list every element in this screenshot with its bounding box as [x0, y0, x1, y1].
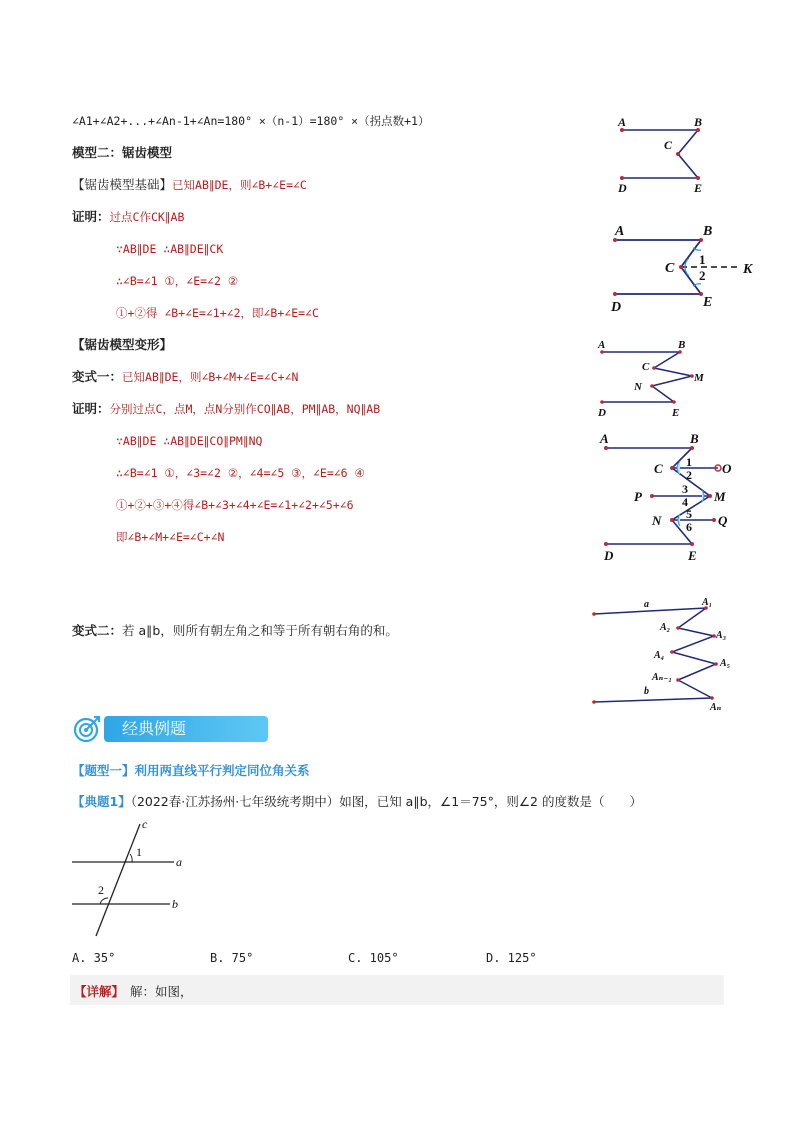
label-o: O — [722, 461, 732, 476]
solution-tag: 【详解】 — [74, 984, 125, 999]
v1-proof-line-2: ∵AB∥DE ∴AB∥DE∥CO∥PM∥NQ — [116, 434, 263, 448]
option-a[interactable]: A. 35° — [72, 951, 116, 965]
proof-line-3: ∴∠B=∠1 ①，∠E=∠2 ② — [116, 274, 239, 288]
solution-box — [70, 975, 724, 1005]
label-a: A — [618, 115, 627, 129]
basic-line — [72, 177, 307, 193]
angle-6: 6 — [686, 520, 692, 534]
label-d: D — [604, 548, 614, 563]
v1-label: 变式一： — [72, 369, 123, 384]
point-c — [676, 152, 680, 156]
point-a — [604, 446, 608, 450]
point-b-start — [592, 700, 596, 704]
label-e: E — [703, 295, 713, 310]
v1-proof-line-5: 即∠B+∠M+∠E=∠C+∠N — [116, 530, 225, 544]
label-e: E — [694, 181, 703, 195]
point-a-start — [592, 612, 596, 616]
label-a2: A₂ — [660, 622, 671, 633]
v2-line — [72, 623, 398, 639]
option-b[interactable]: B. 75° — [210, 951, 254, 965]
label-b: B — [690, 431, 699, 446]
angle-1: 1 — [686, 455, 692, 469]
figure-variant-one — [594, 334, 724, 424]
question-tag: 【典题1】 — [72, 794, 131, 809]
label-a: a — [176, 855, 182, 869]
figure-transversal — [70, 818, 200, 946]
point-a2 — [676, 626, 680, 630]
v2-text: 若 a∥b，则所有朝左角之和等于所有朝右角的和。 — [122, 623, 398, 638]
v2-label: 变式二： — [72, 623, 123, 638]
label-d: D — [598, 407, 606, 419]
angle-1: 1 — [699, 252, 706, 267]
label-d: D — [611, 300, 622, 315]
zigzag — [678, 130, 698, 178]
model2-title: 模型二：锯齿模型 — [72, 145, 173, 160]
point-c — [670, 466, 674, 470]
formula-line — [72, 113, 429, 129]
label-a: a — [644, 599, 649, 610]
point-an — [710, 696, 714, 700]
label-p: P — [634, 489, 642, 504]
line-a — [594, 608, 706, 614]
label-b: b — [644, 686, 649, 697]
point-a5 — [714, 662, 718, 666]
label-m: M — [694, 372, 704, 384]
point-d — [620, 176, 624, 180]
label-q: Q — [718, 513, 728, 528]
basic-text: 已知AB∥DE，则∠B+∠E=∠C — [172, 178, 307, 192]
label-c: C — [654, 461, 663, 476]
label-e: E — [688, 548, 697, 563]
point-n — [650, 384, 654, 388]
proof-label: 证明： — [72, 209, 110, 224]
point-a4 — [670, 650, 674, 654]
point-b — [690, 446, 694, 450]
figure-basic-sawtooth — [610, 112, 720, 197]
proof-text-1: 过点C作CK∥AB — [109, 210, 185, 224]
label-m: M — [714, 489, 726, 504]
label-b: B — [703, 224, 713, 239]
point-e — [696, 176, 700, 180]
proof-line-2: ∵AB∥DE ∴AB∥DE∥CK — [116, 242, 224, 256]
point-n — [670, 518, 674, 522]
point-d — [613, 292, 617, 296]
v1-text: 已知AB∥DE，则∠B+∠M+∠E=∠C+∠N — [122, 370, 299, 384]
label-a5: A₅ — [720, 658, 731, 669]
label-n: N — [652, 513, 662, 528]
v1-proof-line-1 — [72, 401, 380, 417]
label-a: A — [600, 431, 609, 446]
label-a: A — [598, 339, 606, 351]
label-c: C — [642, 361, 650, 373]
label-a1: A₁ — [702, 597, 713, 608]
question-category: 【题型一】利用两直线平行判定同位角关系 — [72, 763, 310, 778]
figure-variant-two — [588, 594, 738, 712]
point-e — [690, 542, 694, 546]
angle-5: 5 — [686, 507, 692, 521]
solution-text: 解：如图， — [130, 984, 193, 999]
label-an: Aₙ — [710, 702, 722, 713]
point-d — [604, 542, 608, 546]
point-m — [708, 494, 712, 498]
label-k: K — [743, 262, 753, 277]
question-text: （2022春·江苏扬州·七年级统考期中）如图，已知 a∥b，∠1＝75°，则∠2 的度数是（ ） — [130, 794, 642, 809]
angle-4: 4 — [682, 495, 688, 509]
zigzag — [652, 352, 692, 402]
zigzag — [672, 608, 716, 698]
point-c — [679, 265, 683, 269]
figure-auxiliary-ck — [605, 218, 765, 318]
figure-variant-one-auxiliary — [596, 428, 746, 566]
label-c: c — [142, 817, 148, 831]
angle-2: 2 — [699, 268, 706, 283]
variant-title: 【锯齿模型变形】 — [72, 337, 173, 352]
question-line — [72, 792, 642, 810]
label-a3: A₃ — [716, 630, 727, 641]
banner-label: 经典例题 — [104, 716, 268, 742]
label-e: E — [672, 407, 680, 419]
option-c[interactable]: C. 105° — [348, 951, 399, 965]
point-p — [650, 494, 654, 498]
line-c — [96, 824, 140, 936]
label-n: N — [634, 381, 642, 393]
v1-line — [72, 369, 298, 385]
label-c: C — [665, 261, 675, 276]
point-e — [672, 400, 676, 404]
angle-2: 2 — [686, 468, 692, 482]
label-a4: A₄ — [654, 650, 665, 661]
angle-2: 2 — [98, 883, 104, 897]
point-c — [652, 366, 656, 370]
option-d[interactable]: D. 125° — [486, 951, 537, 965]
basic-label: 【锯齿模型基础】 — [72, 177, 173, 192]
label-d: D — [618, 181, 627, 195]
line-b — [594, 698, 712, 702]
angle-arc-1 — [130, 854, 132, 862]
label-an1: Aₙ₋₁ — [652, 672, 673, 683]
formula-text: ∠A1+∠A2+...+∠An-1+∠An=180° ×（n-1）=180° ×（拐点数+1） — [72, 114, 430, 128]
point-q — [712, 518, 716, 522]
v1-proof-text-1: 分别过点C，点M，点N分别作CO∥AB，PM∥AB，NQ∥AB — [109, 402, 381, 416]
angle-1: 1 — [136, 845, 142, 859]
label-b: B — [678, 339, 686, 351]
point-d — [600, 400, 604, 404]
angle-arc-2 — [100, 898, 108, 904]
label-c: C — [664, 138, 673, 152]
target-icon — [72, 714, 102, 744]
v1-proof-label: 证明： — [72, 401, 110, 416]
label-b: b — [172, 897, 178, 911]
label-a: A — [615, 224, 625, 239]
v1-proof-line-4: ①+②+③+④得∠B+∠3+∠4+∠E=∠1+∠2+∠5+∠6 — [116, 498, 354, 512]
label-b: B — [694, 115, 703, 129]
angle-3: 3 — [682, 482, 688, 496]
v1-proof-line-3: ∴∠B=∠1 ①，∠3=∠2 ②，∠4=∠5 ③，∠E=∠6 ④ — [116, 466, 365, 480]
proof-line-4: ①+②得 ∠B+∠E=∠1+∠2，即∠B+∠E=∠C — [116, 306, 319, 320]
proof-line-1 — [72, 209, 184, 225]
point-an1 — [676, 678, 680, 682]
